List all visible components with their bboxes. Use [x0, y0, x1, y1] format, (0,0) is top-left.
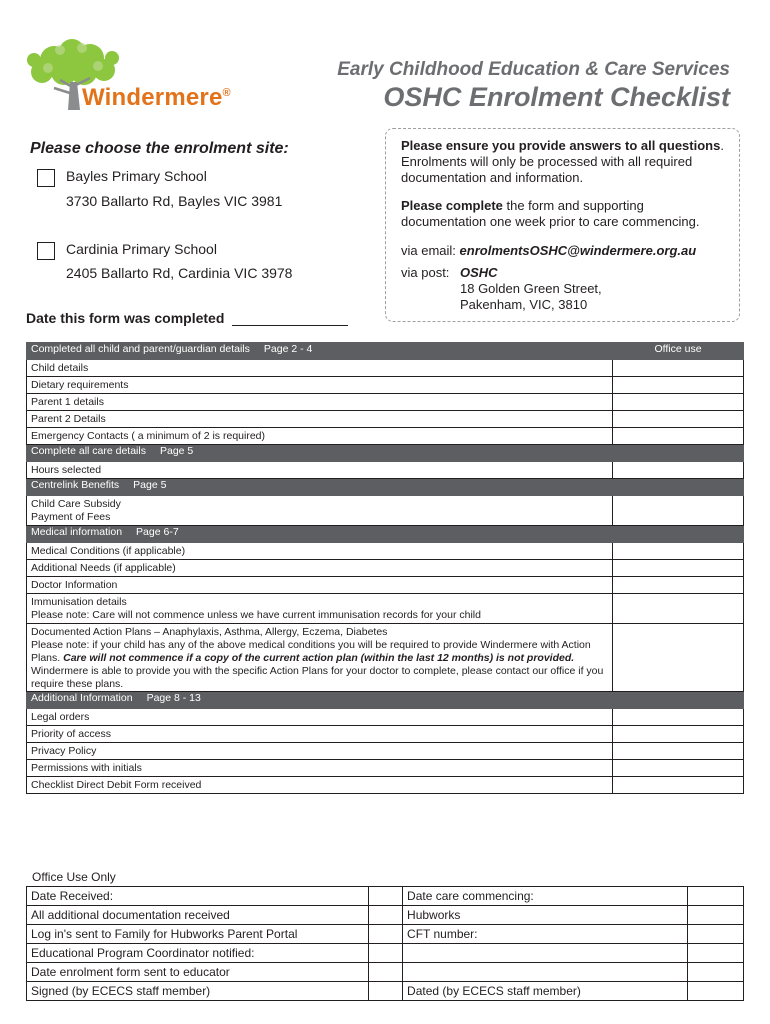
office-use-cell[interactable] — [613, 624, 744, 692]
office-use-cell[interactable] — [613, 428, 744, 445]
office-field-value[interactable] — [688, 906, 744, 925]
office-field-label: Date enrolment form sent to educator — [27, 963, 369, 982]
office-use-cell[interactable] — [613, 462, 744, 479]
office-field-label: Date care commencing: — [403, 887, 688, 906]
checklist-section-header — [27, 445, 744, 462]
office-field-value[interactable] — [368, 944, 402, 963]
checklist-row — [27, 594, 744, 624]
section-title: Additional Information — [31, 692, 133, 704]
document-title: OSHC Enrolment Checklist — [383, 82, 730, 112]
checklist-section-header — [27, 526, 744, 543]
section-title: Centrelink Benefits — [31, 479, 120, 491]
office-use-cell[interactable] — [613, 743, 744, 760]
office-use-cell[interactable] — [613, 709, 744, 726]
office-field-value[interactable] — [368, 925, 402, 944]
site-address-cardinia: 2405 Ballarto Rd, Cardinia VIC 3978 — [66, 265, 293, 281]
checklist-row — [27, 743, 744, 760]
office-use-cell[interactable] — [613, 594, 744, 624]
office-use-table — [26, 886, 744, 1001]
office-field-value[interactable] — [368, 887, 402, 906]
office-use-cell[interactable] — [613, 394, 744, 411]
email-line: via email: enrolmentsOSHC@windermere.org.au — [401, 243, 697, 258]
office-field-label: Dated (by ECECS staff member) — [403, 982, 688, 1001]
site-name-cardinia: Cardinia Primary School — [66, 241, 217, 257]
action-plan-title: Documented Action Plans – Anaphylaxis, Asthma, Allergy, Eczema, Diabetes — [31, 626, 388, 638]
section-pages: Page 2 - 4 — [263, 343, 313, 355]
brand-wordmark: Windermere® — [82, 84, 231, 111]
instructions-timing: Please complete the form and supporting documentation one week prior to care commencing. — [401, 198, 700, 229]
checklist-row-action-plans — [27, 624, 744, 692]
checklist-item-text: Medical Conditions (if applicable) — [31, 545, 186, 557]
office-field-label: Hubworks — [403, 906, 688, 925]
site-address-bayles: 3730 Ballarto Rd, Bayles VIC 3981 — [66, 193, 283, 209]
office-use-cell[interactable] — [613, 760, 744, 777]
office-use-cell[interactable] — [613, 726, 744, 743]
office-use-label: Office Use Only — [32, 870, 116, 884]
checklist-item-text: Dietary requirements — [31, 379, 129, 391]
site-checkbox-cardinia[interactable] — [37, 242, 55, 260]
section-pages: Page 5 — [133, 479, 167, 491]
office-field-value[interactable] — [688, 887, 744, 906]
checklist-row — [27, 577, 744, 594]
checklist-row — [27, 760, 744, 777]
checklist-item-text: Parent 2 Details — [31, 413, 106, 425]
office-use-cell[interactable] — [613, 377, 744, 394]
office-field-value[interactable] — [688, 944, 744, 963]
checklist-item-text: Checklist Direct Debit Form received — [31, 779, 202, 791]
checklist-item-text: Privacy Policy — [31, 745, 97, 757]
checklist-item-text: Hours selected — [31, 464, 102, 476]
office-use-row — [27, 963, 744, 982]
checklist-item-text: Child details — [31, 362, 89, 374]
checklist-row — [27, 462, 744, 479]
date-completed-label: Date this form was completed — [26, 310, 225, 326]
office-use-row — [27, 982, 744, 1001]
action-plan-note: Please note: if your child has any of the above medical conditions you will be required to provide Windermere with Action Plans. Care will not commence if a copy of the current action plan (within the last 12 months) is not provided. — [31, 639, 591, 664]
office-field-label: Educational Program Coordinator notified: — [27, 944, 369, 963]
office-field-value[interactable] — [368, 982, 402, 1001]
office-field-value[interactable] — [688, 925, 744, 944]
post-label: via post: — [401, 265, 450, 280]
checklist-section-header — [27, 692, 744, 709]
office-use-row — [27, 944, 744, 963]
office-use-cell[interactable] — [613, 543, 744, 560]
checklist-row — [27, 428, 744, 445]
office-use-cell[interactable] — [613, 560, 744, 577]
checklist-item-text: Additional Needs (if applicable) — [31, 562, 176, 574]
checklist-row — [27, 777, 744, 794]
checklist-row — [27, 411, 744, 428]
office-field-value[interactable] — [368, 963, 402, 982]
checklist-row — [27, 560, 744, 577]
office-use-cell[interactable] — [613, 777, 744, 794]
office-use-cell[interactable] — [613, 577, 744, 594]
checklist-item-text: Payment of Fees — [31, 511, 111, 523]
checklist-item-text: Legal orders — [31, 711, 90, 723]
section-title: Completed all child and parent/guardian details — [31, 343, 250, 355]
checklist-item-text: Please note: Care will not commence unless we have current immunisation records for your child — [31, 609, 481, 621]
email-address[interactable]: enrolmentsOSHC@windermere.org.au — [459, 243, 697, 258]
section-title: Complete all care details — [31, 445, 146, 457]
site-name-bayles: Bayles Primary School — [66, 168, 207, 184]
checklist-item-text: Parent 1 details — [31, 396, 104, 408]
office-use-header: Office use — [613, 343, 744, 360]
section-title: Medical information — [31, 526, 123, 538]
checklist-item-text: Emergency Contacts ( a minimum of 2 is required) — [31, 430, 265, 442]
checklist-section-header — [27, 343, 744, 360]
office-field-label: CFT number: — [403, 925, 688, 944]
department-name: Early Childhood Education & Care Services — [337, 59, 730, 80]
office-use-cell[interactable] — [613, 360, 744, 377]
checklist-row — [27, 709, 744, 726]
checklist-row — [27, 543, 744, 560]
checklist-section-header — [27, 479, 744, 496]
site-prompt: Please choose the enrolment site: — [30, 140, 289, 157]
office-use-cell[interactable] — [613, 411, 744, 428]
section-pages: Page 8 - 13 — [146, 692, 201, 704]
checklist-row — [27, 726, 744, 743]
office-use-row — [27, 887, 744, 906]
instructions-answers: Please ensure you provide answers to all questions. Enrolments will only be processed with all required documentation and information. — [401, 138, 724, 185]
action-plan-contact: Windermere is able to provide you with the specific Action Plans for your doctor to complete, please contact our office if you require these plans. — [31, 665, 604, 690]
office-field-label — [403, 944, 688, 963]
enrolment-checklist-table — [26, 342, 744, 794]
checklist-item-text: Immunisation details — [31, 596, 127, 608]
checklist-item-text: Child Care Subsidy — [31, 498, 121, 510]
checklist-item-text: Doctor Information — [31, 579, 118, 591]
office-field-value[interactable] — [688, 982, 744, 1001]
section-pages: Page 5 — [159, 445, 194, 457]
office-use-cell[interactable] — [613, 496, 744, 526]
date-completed-field[interactable] — [232, 325, 348, 326]
office-field-label: Log in's sent to Family for Hubworks Parent Portal — [27, 925, 369, 944]
office-field-label — [403, 963, 688, 982]
office-field-value[interactable] — [368, 906, 402, 925]
office-field-label: Signed (by ECECS staff member) — [27, 982, 369, 1001]
section-pages: Page 6-7 — [136, 526, 179, 538]
office-use-row — [27, 925, 744, 944]
site-checkbox-bayles[interactable] — [37, 169, 55, 187]
checklist-row — [27, 394, 744, 411]
office-field-label: Date Received: — [27, 887, 369, 906]
checklist-row — [27, 496, 744, 526]
checklist-item-text: Priority of access — [31, 728, 111, 740]
office-use-row — [27, 906, 744, 925]
office-field-label: All additional documentation received — [27, 906, 369, 925]
checklist-item-text: Permissions with initials — [31, 762, 142, 774]
post-address: OSHC 18 Golden Green Street, Pakenham, VIC, 3810 — [460, 265, 602, 312]
checklist-row — [27, 360, 744, 377]
checklist-row — [27, 377, 744, 394]
office-field-value[interactable] — [688, 963, 744, 982]
